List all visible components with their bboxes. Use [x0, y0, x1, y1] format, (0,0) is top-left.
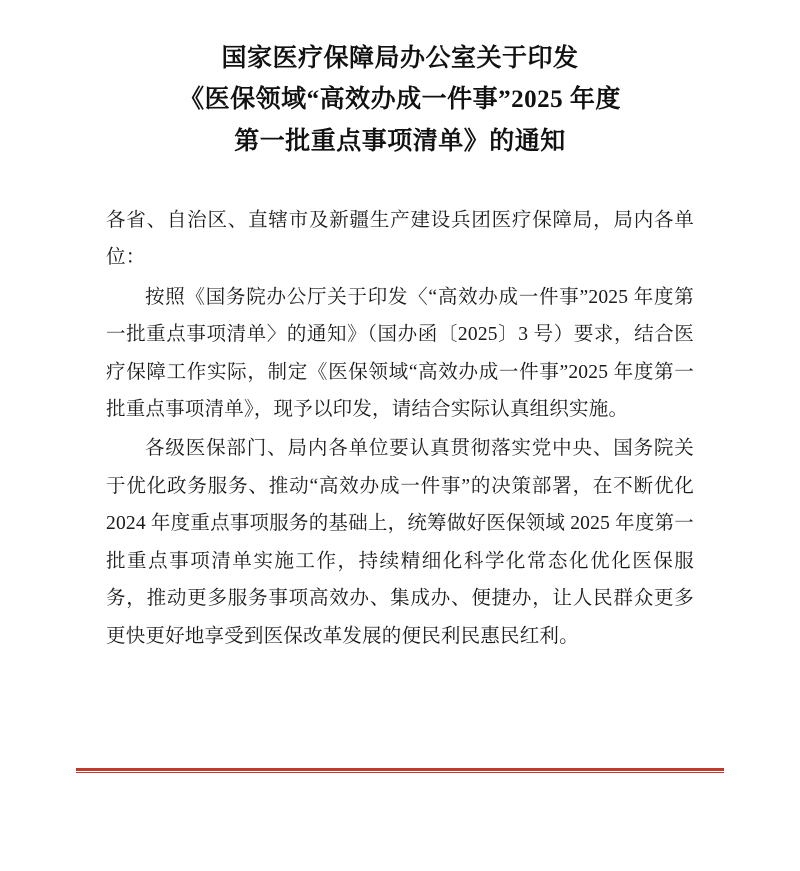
paragraph-implementation: 各级医保部门、局内各单位要认真贯彻落实党中央、国务院关于优化政务服务、推动“高效办成一件事”的决策部署，在不断优化 2024 年度重点事项服务的基础上，统筹做好医保领域 2025 年度第一批重点事项清单实施工作，持续精细化科学化常态化优化医保服务，推动更多服务事项高效办、集成办、便捷办，让人民群众更多更快更好地享受到医保改革发展的便民利民惠民红利。: [106, 438, 694, 647]
title-line-1: 国家医疗保障局办公室关于印发: [221, 45, 579, 72]
footer-divider-thin-line: [76, 772, 724, 773]
footer-divider: [76, 768, 724, 771]
title-line-3: 第一批重点事项清单》的通知: [234, 127, 566, 155]
paragraph-salutation: 各省、自治区、直辖市及新疆生产建设兵团医疗保障局，局内各单位：: [106, 209, 694, 269]
page-title: [106, 0, 694, 162]
title-line-2: 《医保领域“高效办成一件事”2025 年度: [179, 86, 621, 114]
paragraph-notice-basis: 按照《国务院办公厅关于印发〈“高效办成一件事”2025 年度第一批重点事项清单〉的通知》（国办函〔2025〕3 号）要求，结合医疗保障工作实际，制定《医保领域“高效办成一件事”2025 年度第一批重点事项清单》，现予以印发，请结合实际认真组织实施。: [106, 286, 694, 420]
document-body: [106, 202, 694, 655]
